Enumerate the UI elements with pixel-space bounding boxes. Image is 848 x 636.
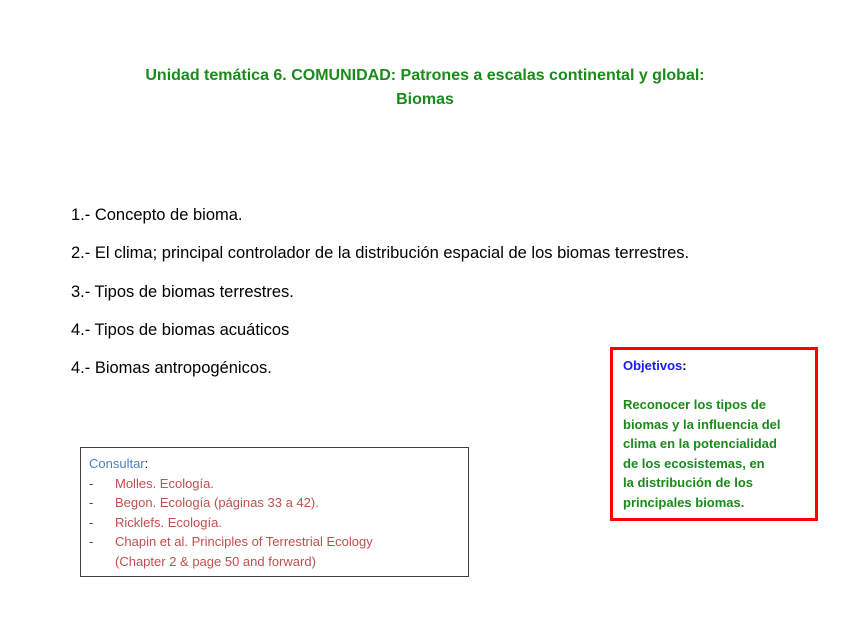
reference-text: Chapin et al. Principles of Terrestrial Ecology — [115, 534, 373, 549]
topic-item: 2.- El clima; principal controlador de la distribución espacial de los biomas terrestres. — [71, 244, 690, 263]
reference-item — [89, 474, 468, 494]
topic-item: 4.- Tipos de biomas acuáticos — [71, 320, 290, 339]
reference-list — [89, 474, 468, 572]
objectives-box — [610, 347, 818, 521]
objectives-colon: : — [682, 358, 687, 373]
objectives-line: la distribución de los — [623, 475, 754, 490]
reference-item-continuation — [89, 552, 468, 572]
consult-heading-line — [89, 454, 468, 474]
objectives-heading: Objetivos — [623, 358, 683, 373]
consult-heading: Consultar — [89, 456, 145, 471]
slide-title-line-1: Unidad temática 6. COMUNIDAD: Patrones a escalas continental y global: — [145, 67, 705, 84]
consult-box — [80, 447, 469, 577]
bullet-dash: - — [89, 495, 94, 510]
topic-item: 3.- Tipos de biomas terrestres. — [71, 282, 294, 301]
reference-text: Molles. Ecología. — [115, 475, 214, 491]
bullet-dash: - — [89, 514, 94, 530]
consult-colon: : — [144, 456, 149, 471]
objectives-heading-line — [623, 356, 815, 376]
objectives-line: biomas y la influencia del — [623, 416, 781, 432]
topic-list — [71, 203, 689, 394]
reference-item — [89, 493, 468, 513]
topic-item: 1.- Concepto de bioma. — [71, 206, 243, 224]
reference-text: Begon. Ecología (páginas 33 a 42). — [115, 495, 319, 510]
slide-title-line-2: Biomas — [396, 91, 454, 108]
bullet-dash: - — [89, 475, 94, 491]
reference-text: (Chapter 2 & page 50 and forward) — [115, 553, 316, 569]
objectives-line: Reconocer los tipos de — [623, 397, 767, 412]
slide-title — [60, 64, 790, 112]
bullet-dash: - — [89, 534, 94, 549]
objectives-spacer — [623, 376, 815, 396]
objectives-line: principales biomas. — [623, 494, 745, 510]
topic-item: 4.- Biomas antropogénicos. — [71, 359, 272, 378]
objectives-line: de los ecosistemas, en — [623, 455, 765, 471]
reference-item — [89, 513, 468, 533]
objectives-line: clima en la potencialidad — [623, 436, 777, 451]
reference-text: Ricklefs. Ecología. — [115, 514, 222, 530]
reference-item — [89, 532, 468, 552]
